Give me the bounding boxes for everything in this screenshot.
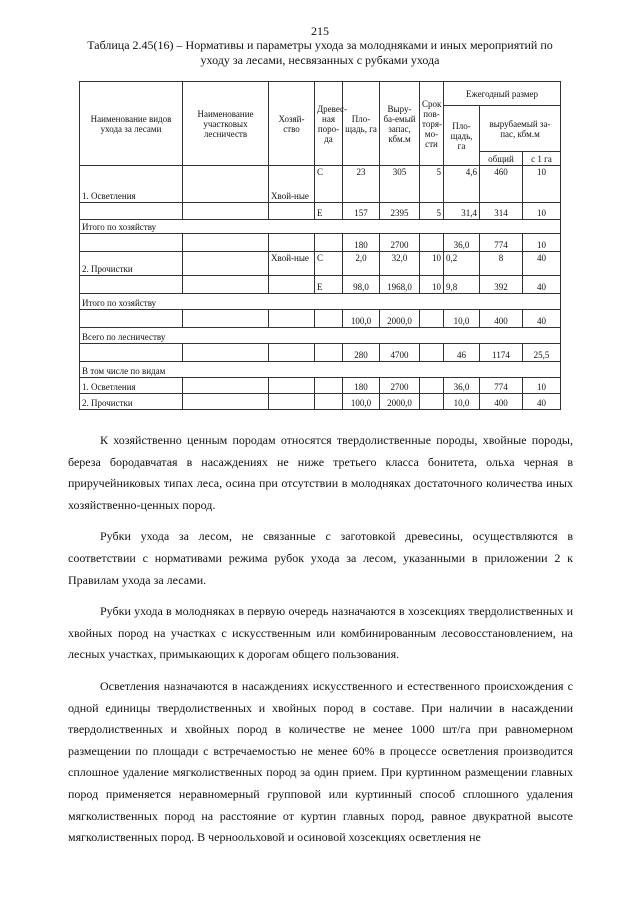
- header-forestry: Наименование участковых лесничеств: [183, 82, 269, 166]
- table-row: [80, 276, 561, 294]
- cell-term: 5: [420, 166, 444, 203]
- subtotal-row: [80, 362, 561, 378]
- cell-per-ha: 40: [523, 394, 561, 410]
- cell-area: 100,0: [343, 310, 380, 328]
- cell-area: 2,0: [343, 252, 380, 276]
- row-label-economy-total: Итого по хозяйству: [80, 220, 561, 234]
- paragraph-clearing: Осветления назначаются в насаждениях искусственного и естественного происхождения с одной единицы твердолиственных и хвойных пород в составе. При наличии в насаждении твердолиственных и хвойных пород в количестве не менее 1000 шт/га при равномерном размещении по площади с встречаемостью не менее 60% в процессе осветления производится сплошное удаление мягколиственных пород за один прием. При куртинном размещении главных пород применяется неравномерный групповой или куртинный способ сплошного удаления мягколиственных пород на расстояние от куртин главных пород, равное двукратной высоте мягколиственных пород. В черноольховой и осиновой хозсекциях осветления не: [68, 678, 573, 845]
- page-number: 215: [311, 24, 329, 38]
- cell-area: 98,0: [343, 276, 380, 294]
- cell-species: С: [315, 252, 343, 276]
- cell-kind: 1. Осветления: [80, 166, 183, 203]
- cell-total: 392: [480, 276, 523, 294]
- cell-forestry: [183, 203, 269, 220]
- cell-total: 1174: [480, 344, 523, 362]
- cell-per-ha: 40: [523, 276, 561, 294]
- header-kind: Наименование видов ухода за лесами: [80, 82, 183, 166]
- cell-species: Е: [315, 203, 343, 220]
- table-caption: [60, 38, 580, 68]
- cell-kind: [80, 310, 183, 328]
- cell-forestry: [183, 234, 269, 252]
- cell-species: С: [315, 166, 343, 203]
- cell-kind: [80, 203, 183, 220]
- table-row: [80, 166, 561, 203]
- cell-economy: [269, 310, 315, 328]
- body-text: [68, 430, 573, 849]
- cell-stock: 2700: [380, 234, 420, 252]
- total-row: [80, 310, 561, 328]
- cell-stock: 2000,0: [380, 394, 420, 410]
- cell-annual-area: 10,0: [444, 310, 480, 328]
- cell-economy: Хвой-ные: [269, 252, 315, 276]
- cell-per-ha: 10: [523, 203, 561, 220]
- cell-kind: [80, 276, 183, 294]
- cell-term: [420, 234, 444, 252]
- cell-annual-area: 46: [444, 344, 480, 362]
- cell-stock: 2395: [380, 203, 420, 220]
- caption-line-1: Таблица 2.45(16) – Нормативы и параметры ухода за молодняками и иных мероприятий по: [87, 38, 553, 52]
- table-row: [80, 252, 561, 276]
- header-area: Пло-щадь, га: [343, 82, 380, 166]
- cell-forestry: [183, 166, 269, 203]
- header-stock: Выру-ба-емый запас, кбм.м: [380, 82, 420, 166]
- cell-forestry: [183, 394, 269, 410]
- cell-stock: 305: [380, 166, 420, 203]
- table-row: [80, 394, 561, 410]
- cell-annual-area: 9,8: [444, 276, 480, 294]
- cell-area: 100,0: [343, 394, 380, 410]
- table-row: [80, 203, 561, 220]
- cell-total: 460: [480, 166, 523, 203]
- cell-kind: [80, 234, 183, 252]
- paragraph-priority: Рубки ухода в молодняках в первую очередь назначаются в хозсекциях твердолиственных и хвойных пород на участках с искусственным или комбинированным лесовосстановлением, на лесных участках, примыкающих к дорогам общего пользования.: [68, 604, 573, 662]
- subtotal-row: [80, 220, 561, 234]
- header-row-1: [80, 82, 561, 106]
- caption-line-2: уходу за лесами, несвязанных с рубками ухода: [200, 53, 440, 67]
- cell-area: 23: [343, 166, 380, 203]
- cell-annual-area: 10,0: [444, 394, 480, 410]
- cell-species: [315, 310, 343, 328]
- norms-table: [79, 81, 561, 410]
- cell-total: 400: [480, 310, 523, 328]
- cell-economy: [269, 203, 315, 220]
- cell-stock: 2700: [380, 378, 420, 394]
- cell-economy: [269, 394, 315, 410]
- table-row: [80, 378, 561, 394]
- cell-term: 5: [420, 203, 444, 220]
- paragraph-valuable-species: К хозяйственно ценным породам относятся твердолиственные породы, хвойные породы, береза бородавчатая в насаждениях не ниже третьего класса бонитета, ольха черная в приручейниковых типах леса, осина при отсутствии в молодняках достаточного количества иных хозяйственно-ценных пород.: [68, 433, 573, 512]
- cell-total: 400: [480, 394, 523, 410]
- header-annual: Ежегодный размер: [444, 82, 561, 106]
- cell-annual-area: 36,0: [444, 378, 480, 394]
- cell-per-ha: 10: [523, 166, 561, 203]
- cell-per-ha: 10: [523, 234, 561, 252]
- cell-area: 157: [343, 203, 380, 220]
- cell-stock: 2000,0: [380, 310, 420, 328]
- cell-forestry: [183, 252, 269, 276]
- cell-kind: [80, 344, 183, 362]
- cell-economy: [269, 378, 315, 394]
- subtotal-row: [80, 294, 561, 310]
- header-annual-area: Пло-щадь, га: [444, 106, 480, 166]
- cell-kind: 2. Прочистки: [80, 252, 183, 276]
- cell-species: [315, 394, 343, 410]
- paragraph-care-norms: Рубки ухода за лесом, не связанные с заготовкой древесины, осуществляются в соответствии с нормативами режима рубок ухода за лесом, указанными в приложении 2 к Правилам ухода за лесами.: [68, 529, 573, 587]
- cell-forestry: [183, 310, 269, 328]
- row-label-by-kind: В том числе по видам: [80, 362, 561, 378]
- cell-species: [315, 234, 343, 252]
- row-label-forestry-total: Всего по лесничеству: [80, 328, 561, 344]
- cell-term: [420, 394, 444, 410]
- header-annual-cut: вырубаемый за-пас, кбм.м: [480, 106, 561, 152]
- cell-species: Е: [315, 276, 343, 294]
- cell-stock: 32,0: [380, 252, 420, 276]
- subtotal-row: [80, 328, 561, 344]
- cell-annual-area: 0,2: [444, 252, 480, 276]
- cell-term: 10: [420, 276, 444, 294]
- cell-economy: [269, 234, 315, 252]
- header-total: общий: [480, 152, 523, 166]
- row-label-economy-total: Итого по хозяйству: [80, 294, 561, 310]
- cell-term: [420, 310, 444, 328]
- header-per-ha: с 1 га: [523, 152, 561, 166]
- cell-area: 180: [343, 378, 380, 394]
- cell-annual-area: 36,0: [444, 234, 480, 252]
- cell-total: 774: [480, 378, 523, 394]
- cell-total: 774: [480, 234, 523, 252]
- cell-total: 8: [480, 252, 523, 276]
- cell-per-ha: 40: [523, 252, 561, 276]
- cell-per-ha: 40: [523, 310, 561, 328]
- cell-forestry: [183, 344, 269, 362]
- total-row: [80, 344, 561, 362]
- cell-economy: [269, 344, 315, 362]
- cell-stock: 1968,0: [380, 276, 420, 294]
- cell-annual-area: 4,6: [444, 166, 480, 203]
- cell-forestry: [183, 378, 269, 394]
- cell-species: [315, 344, 343, 362]
- cell-forestry: [183, 276, 269, 294]
- header-economy: Хозяй-ство: [269, 82, 315, 166]
- cell-kind: 1. Осветления: [80, 378, 183, 394]
- cell-economy: Хвой-ные: [269, 166, 315, 203]
- cell-stock: 4700: [380, 344, 420, 362]
- cell-total: 314: [480, 203, 523, 220]
- header-term: Срок пов-торя-мо-сти: [420, 82, 444, 166]
- cell-term: [420, 344, 444, 362]
- cell-area: 180: [343, 234, 380, 252]
- cell-area: 280: [343, 344, 380, 362]
- total-row: [80, 234, 561, 252]
- cell-term: [420, 378, 444, 394]
- cell-kind: 2. Прочистки: [80, 394, 183, 410]
- cell-term: 10: [420, 252, 444, 276]
- header-species: Древес-ная поро-да: [315, 82, 343, 166]
- cell-per-ha: 25,5: [523, 344, 561, 362]
- cell-species: [315, 378, 343, 394]
- cell-annual-area: 31,4: [444, 203, 480, 220]
- cell-per-ha: 10: [523, 378, 561, 394]
- cell-economy: [269, 276, 315, 294]
